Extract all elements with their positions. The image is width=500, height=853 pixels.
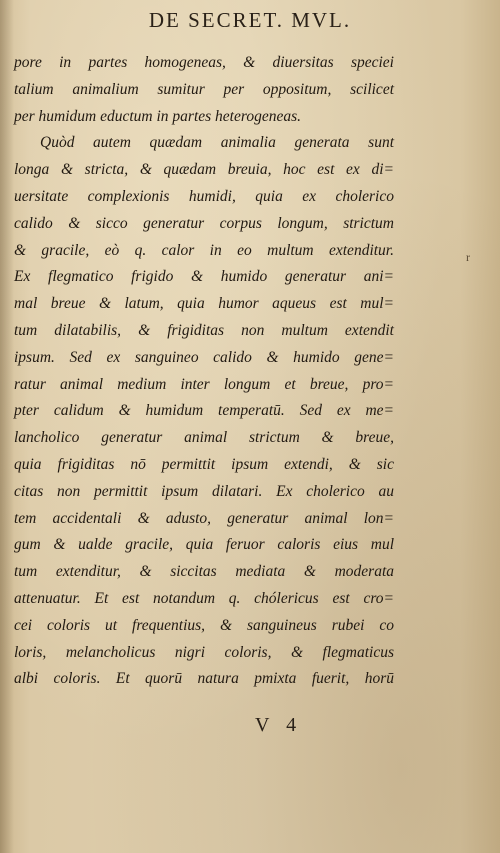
text-line-3: per humidum eductum in partes heterogeneas.: [14, 107, 301, 125]
text-line-20: tum extenditur, & siccitas mediata & moderata: [14, 563, 394, 581]
text-line-19: gum & ualde gracile, quia feruor caloris eius mul: [14, 536, 394, 554]
body-text: [14, 50, 394, 693]
text-line-17: citas non permittit ipsum dilatari. Ex cholerico au: [14, 482, 394, 500]
margin-mark: r: [466, 250, 470, 264]
text-line-4: Quòd autem quædam animalia generata sunt: [40, 134, 394, 152]
text-line-12: ipsum. Sed ex sanguineo calido & humido gene=: [14, 348, 394, 366]
text-line-16: quia frigiditas nō permittit ipsum extendi, & sic: [14, 455, 394, 473]
text-line-14: pter calidum & humidum temperatū. Sed ex me=: [14, 402, 394, 420]
signature-mark: V 4: [255, 714, 303, 736]
text-line-6: uersitate complexionis humidi, quia ex cholerico: [14, 187, 394, 205]
text-line-22: cei coloris ut frequentius, & sanguineus rubei co: [14, 616, 394, 634]
text-line-8: & gracile, eò q. calor in eo multum extenditur.: [14, 241, 394, 259]
text-line-18: tem accidentali & adusto, generatur animal lon=: [14, 509, 394, 527]
text-line-24: albi coloris. Et quorū natura pmixta fuerit, horū: [14, 670, 394, 688]
running-head: DE SECRET. MVL.: [148, 8, 352, 32]
text-line-23: loris, melancholicus nigri coloris, & flegmaticus: [14, 643, 394, 661]
text-line-1: pore in partes homogeneas, & diuersitas speciei: [14, 54, 394, 71]
text-line-2: talium animalium sumitur per oppositum, scilicet: [14, 80, 394, 98]
gutter-shadow: [0, 0, 14, 853]
text-line-21: attenuatur. Et est notandum q. chólericus est cro=: [14, 589, 394, 607]
text-line-7: calido & sicco generatur corpus longum, strictum: [14, 214, 394, 232]
text-line-13: ratur animal medium inter longum et breue, pro=: [14, 375, 394, 393]
text-line-10: mal breue & latum, quia humor aqueus est mul=: [14, 295, 394, 313]
text-line-9: Ex flegmatico frigido & humido generatur ani=: [14, 268, 394, 286]
text-line-15: lancholico generatur animal strictum & breue,: [14, 429, 394, 447]
text-line-5: longa & stricta, & quædam breuia, hoc est ex di=: [14, 161, 394, 179]
text-line-11: tum dilatabilis, & frigiditas non multum extendit: [14, 321, 394, 339]
